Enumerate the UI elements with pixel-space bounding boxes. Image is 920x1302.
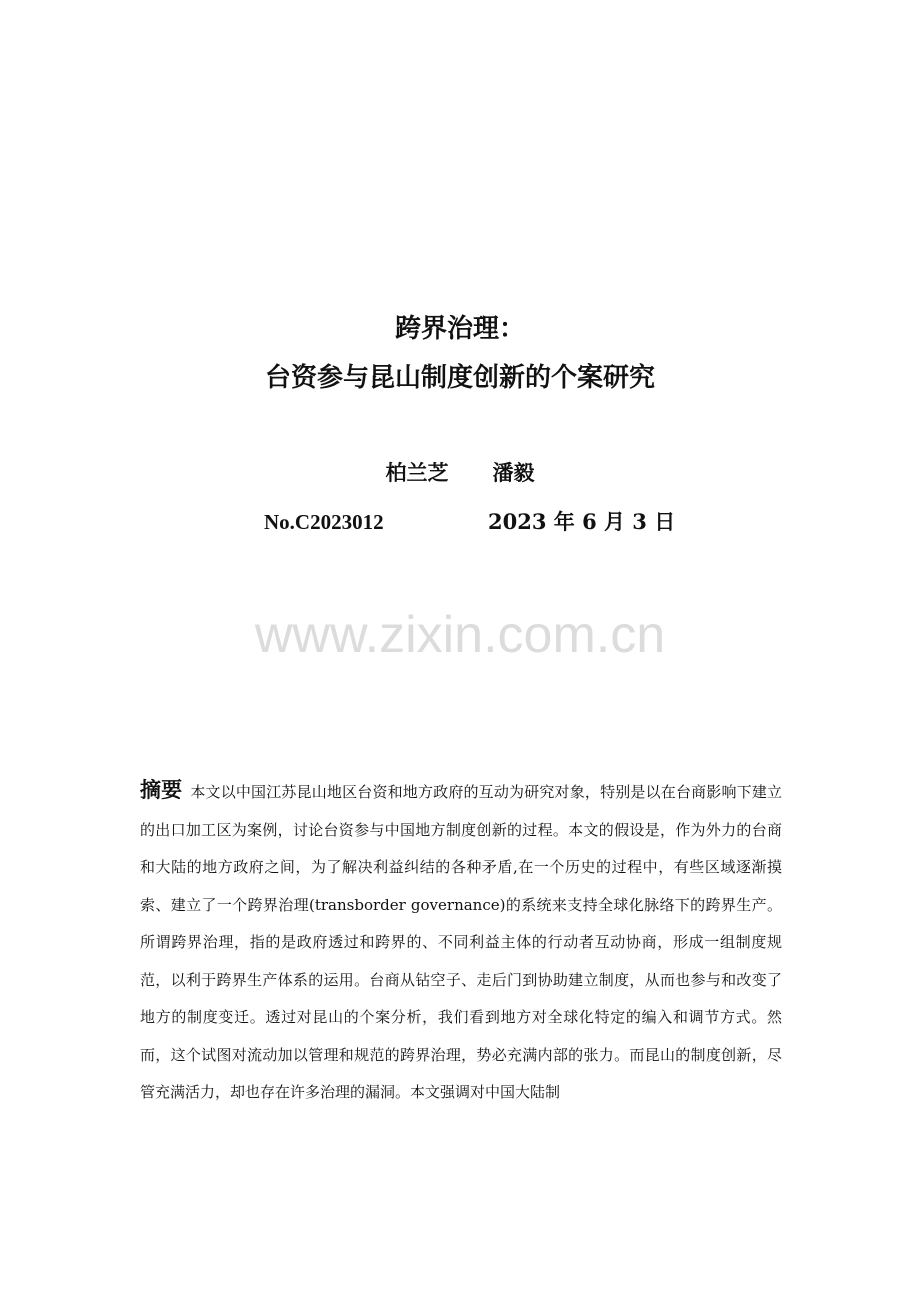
- watermark: www.zixin.com.cn: [254, 606, 666, 664]
- abstract-label: 摘要: [140, 777, 183, 802]
- title-line-1: 跨界治理：: [394, 314, 525, 344]
- document-date: 2023 年 6 月 3 日: [488, 509, 676, 534]
- authors: [0, 458, 920, 488]
- abstract-text: 本文以中国江苏昆山地区台资和地方政府的互动为研究对象，特别是以在台商影响下建立的出口加工区为案例，讨论台资参与中国地方制度创新的过程。本文的假设是，作为外力的台商和大陆的地方政府之间，为了解决利益纠结的各种矛盾,在一个历史的过程中，有些区域逐渐摸索、建立了一个跨界治理(transborder governance)的系统来支持全球化脉络下的跨界生产。所谓跨界治理，指的是政府透过和跨界的、不同利益主体的行动者互动协商，形成一组制度规范，以利于跨界生产体系的运用。台商从钻空子、走后门到协助建立制度，从而也参与和改变了地方的制度变迁。透过对昆山的个案分析，我们看到地方对全球化特定的编入和调节方式。然而，这个试图对流动加以管理和规范的跨界治理，势必充满内部的张力。而昆山的制度创新，尽管充满活力，却也存在许多治理的漏洞。本文强调对中国大陆制: [140, 783, 782, 1101]
- author-name: 潘毅: [492, 460, 535, 485]
- title-line-2: 台资参与昆山制度创新的个案研究: [264, 363, 655, 393]
- document-number: No.C2023012: [264, 510, 384, 534]
- abstract: [140, 771, 782, 1112]
- author-name: 柏兰芝: [385, 460, 449, 485]
